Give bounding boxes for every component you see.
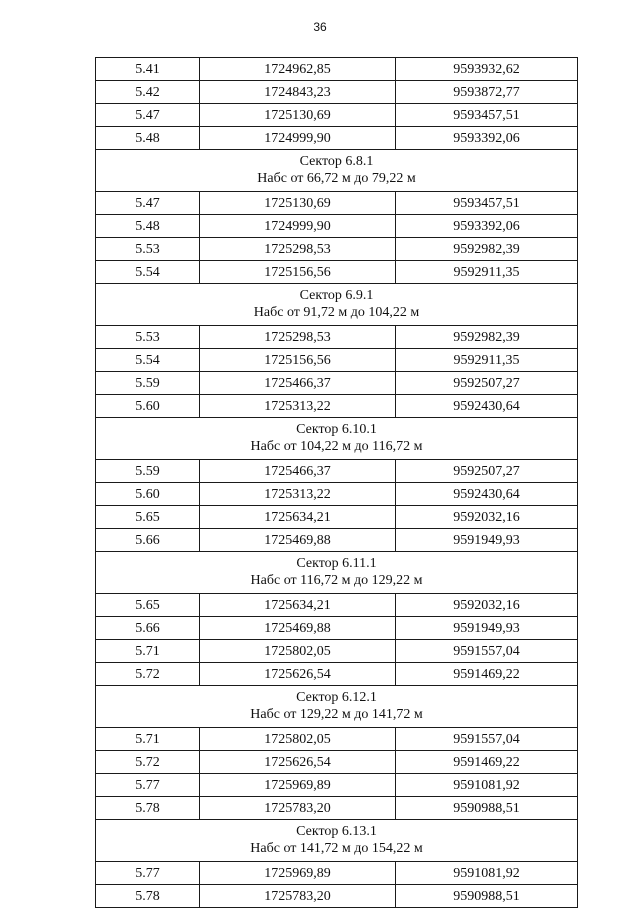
sector-title: Сектор 6.10.1 [296,422,377,437]
sector-height-range: Набс от 91,72 м до 104,22 м [253,305,420,320]
sector-header [96,552,578,594]
table-row [96,460,578,483]
y-coordinate-cell: 9591469,22 [396,751,578,774]
x-coordinate-cell: 1725130,69 [200,104,396,127]
y-coordinate-cell: 9592982,39 [396,238,578,261]
table-row [96,104,578,127]
table-row [96,372,578,395]
x-coordinate-cell: 1725626,54 [200,751,396,774]
point-number-cell: 5.48 [96,127,200,150]
sector-header [96,284,578,326]
point-number-cell: 5.77 [96,862,200,885]
y-coordinate-cell: 9592430,64 [396,395,578,418]
x-coordinate-cell: 1725469,88 [200,617,396,640]
point-number-cell: 5.65 [96,594,200,617]
y-coordinate-cell: 9593457,51 [396,104,578,127]
sector-height-range: Набс от 129,22 м до 141,72 м [250,707,423,722]
table-row [96,594,578,617]
y-coordinate-cell: 9593392,06 [396,127,578,150]
point-number-cell: 5.78 [96,797,200,820]
x-coordinate-cell: 1725298,53 [200,326,396,349]
y-coordinate-cell: 9592032,16 [396,594,578,617]
point-number-cell: 5.78 [96,885,200,908]
x-coordinate-cell: 1725313,22 [200,395,396,418]
table-row [96,215,578,238]
table-row [96,261,578,284]
table-row [96,640,578,663]
point-number-cell: 5.66 [96,617,200,640]
table-row [96,81,578,104]
y-coordinate-cell: 9591949,93 [396,529,578,552]
table-row [96,238,578,261]
point-number-cell: 5.66 [96,529,200,552]
table-row [96,529,578,552]
x-coordinate-cell: 1725634,21 [200,594,396,617]
y-coordinate-cell: 9591557,04 [396,640,578,663]
table-row [96,58,578,81]
sector-title: Сектор 6.13.1 [296,824,377,839]
point-number-cell: 5.65 [96,506,200,529]
y-coordinate-cell: 9593457,51 [396,192,578,215]
table-row [96,797,578,820]
table-row [96,349,578,372]
point-number-cell: 5.48 [96,215,200,238]
y-coordinate-cell: 9591081,92 [396,862,578,885]
point-number-cell: 5.72 [96,663,200,686]
x-coordinate-cell: 1725156,56 [200,261,396,284]
sector-header-row [96,820,578,862]
y-coordinate-cell: 9590988,51 [396,797,578,820]
sector-header [96,820,578,862]
x-coordinate-cell: 1725466,37 [200,460,396,483]
table-row [96,506,578,529]
table-row [96,774,578,797]
sector-title: Сектор 6.9.1 [299,288,374,303]
y-coordinate-cell: 9590988,51 [396,885,578,908]
x-coordinate-cell: 1724999,90 [200,215,396,238]
sector-height-range: Набс от 66,72 м до 79,22 м [257,171,416,186]
x-coordinate-cell: 1725466,37 [200,372,396,395]
coordinates-table [95,57,578,908]
sector-title: Сектор 6.12.1 [296,690,377,705]
x-coordinate-cell: 1725634,21 [200,506,396,529]
sector-header-row [96,686,578,728]
point-number-cell: 5.60 [96,483,200,506]
y-coordinate-cell: 9591949,93 [396,617,578,640]
table-row [96,885,578,908]
y-coordinate-cell: 9593392,06 [396,215,578,238]
x-coordinate-cell: 1725969,89 [200,774,396,797]
table-row [96,395,578,418]
table-row [96,127,578,150]
table-row [96,663,578,686]
x-coordinate-cell: 1725802,05 [200,728,396,751]
y-coordinate-cell: 9593872,77 [396,81,578,104]
point-number-cell: 5.60 [96,395,200,418]
point-number-cell: 5.42 [96,81,200,104]
point-number-cell: 5.54 [96,349,200,372]
page-number: 36 [313,20,327,34]
point-number-cell: 5.53 [96,326,200,349]
y-coordinate-cell: 9592911,35 [396,261,578,284]
y-coordinate-cell: 9591557,04 [396,728,578,751]
sector-title: Сектор 6.11.1 [296,556,377,571]
coordinates-table-body [96,58,578,908]
x-coordinate-cell: 1725783,20 [200,797,396,820]
x-coordinate-cell: 1725313,22 [200,483,396,506]
table-row [96,862,578,885]
x-coordinate-cell: 1724843,23 [200,81,396,104]
x-coordinate-cell: 1725969,89 [200,862,396,885]
sector-height-range: Набс от 116,72 м до 129,22 м [250,573,423,588]
sector-header [96,150,578,192]
x-coordinate-cell: 1724999,90 [200,127,396,150]
y-coordinate-cell: 9592982,39 [396,326,578,349]
sector-header-row [96,150,578,192]
point-number-cell: 5.77 [96,774,200,797]
table-row [96,617,578,640]
x-coordinate-cell: 1725626,54 [200,663,396,686]
y-coordinate-cell: 9592507,27 [396,460,578,483]
point-number-cell: 5.47 [96,192,200,215]
table-row [96,751,578,774]
x-coordinate-cell: 1725469,88 [200,529,396,552]
x-coordinate-cell: 1724962,85 [200,58,396,81]
table-row [96,483,578,506]
sector-height-range: Набс от 104,22 м до 116,72 м [250,439,423,454]
point-number-cell: 5.59 [96,372,200,395]
table-row [96,326,578,349]
point-number-cell: 5.53 [96,238,200,261]
y-coordinate-cell: 9591469,22 [396,663,578,686]
point-number-cell: 5.71 [96,728,200,751]
x-coordinate-cell: 1725130,69 [200,192,396,215]
table-row [96,728,578,751]
point-number-cell: 5.47 [96,104,200,127]
y-coordinate-cell: 9591081,92 [396,774,578,797]
point-number-cell: 5.54 [96,261,200,284]
sector-height-range: Набс от 141,72 м до 154,22 м [250,841,423,856]
y-coordinate-cell: 9592507,27 [396,372,578,395]
sector-header [96,418,578,460]
x-coordinate-cell: 1725298,53 [200,238,396,261]
sector-header [96,686,578,728]
point-number-cell: 5.72 [96,751,200,774]
y-coordinate-cell: 9592032,16 [396,506,578,529]
sector-title: Сектор 6.8.1 [299,154,374,169]
sector-header-row [96,284,578,326]
y-coordinate-cell: 9592430,64 [396,483,578,506]
y-coordinate-cell: 9592911,35 [396,349,578,372]
point-number-cell: 5.41 [96,58,200,81]
x-coordinate-cell: 1725156,56 [200,349,396,372]
sector-header-row [96,418,578,460]
table-row [96,192,578,215]
point-number-cell: 5.71 [96,640,200,663]
y-coordinate-cell: 9593932,62 [396,58,578,81]
x-coordinate-cell: 1725783,20 [200,885,396,908]
x-coordinate-cell: 1725802,05 [200,640,396,663]
sector-header-row [96,552,578,594]
point-number-cell: 5.59 [96,460,200,483]
